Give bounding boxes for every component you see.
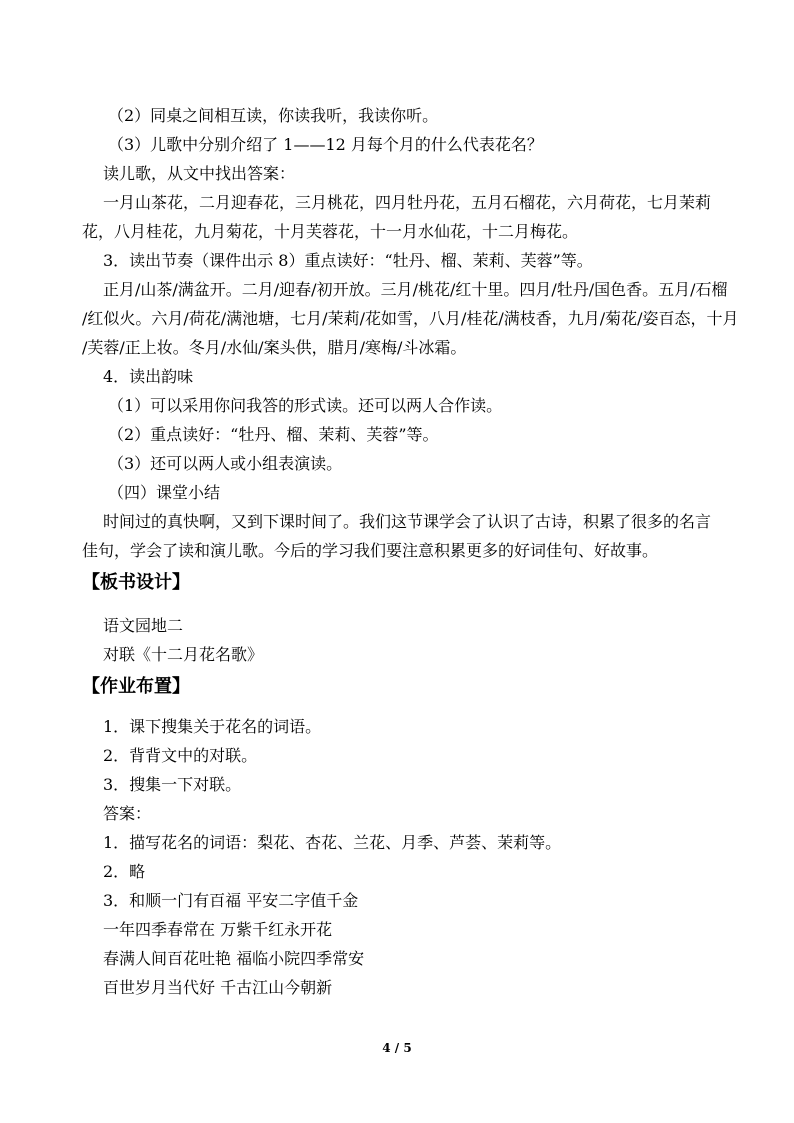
text-line: 2．略 [103, 862, 146, 881]
text-line: 百世岁月当代好 千古江山今朝新 [103, 978, 333, 997]
text-line: 3．搜集一下对联。 [103, 775, 242, 794]
text-line: 佳句，学会了读和演儿歌。今后的学习我们要注意积累更多的好词佳句、好故事。 [82, 541, 659, 560]
text-line: （2）重点读好：“牡丹、榴、茉莉、芙蓉”等。 [108, 425, 439, 444]
text-line: （3）儿歌中分别介绍了 1——12 月每个月的什么代表花名？ [108, 135, 543, 154]
text-line: 一月山茶花，二月迎春花，三月桃花，四月牡丹花，五月石榴花，六月荷花，七月茉莉 [103, 193, 712, 212]
text-line: 答案： [103, 804, 152, 823]
text-line: （1）可以采用你问我答的形式读。还可以两人合作读。 [108, 396, 503, 415]
text-line: 3．读出节奏（课件出示 8）重点读好：“牡丹、榴、茉莉、芙蓉”等。 [103, 251, 593, 270]
text-line: 时间过的真快啊，又到下课时间了。我们这节课学会了认识了古诗，积累了很多的名言 [103, 512, 712, 531]
text-line: 花，八月桂花，九月菊花，十月芙蓉花，十一月水仙花，十二月梅花。 [82, 222, 579, 241]
text-line: 3．和顺一门有百福 平安二字值千金 [103, 891, 359, 910]
text-line: 1．课下搜集关于花名的词语。 [103, 717, 322, 736]
text-line: 对联《十二月花名歌》 [103, 645, 264, 664]
text-line: 4．读出韵味 [103, 367, 194, 386]
text-line: 读儿歌，从文中找出答案： [103, 164, 296, 183]
section-heading-board: 【板书设计】 [82, 572, 190, 593]
text-line: （3）还可以两人或小组表演读。 [108, 454, 343, 473]
text-line: /红似火。六月/荷花/满池塘，七月/茉莉/花如雪，八月/桂花/满枝香，九月/菊花/姿百态，十月 [82, 309, 739, 328]
text-line: （四）课堂小结 [108, 483, 221, 502]
text-line: 2．背背文中的对联。 [103, 746, 258, 765]
text-line: （2）同桌之间相互读，你读我听，我读你听。 [108, 106, 439, 125]
text-line: 语文园地二 [103, 616, 184, 635]
text-line: /芙蓉/正上妆。冬月/水仙/案头供，腊月/寒梅/斗冰霜。 [82, 338, 467, 357]
text-line: 一年四季春常在 万紫千红永开花 [103, 920, 333, 939]
text-line: 正月/山茶/满盆开。二月/迎春/初开放。三月/桃花/红十里。四月/牡丹/国色香。五月/石榴 [103, 280, 728, 299]
text-line: 春满人间百花吐艳 福临小院四季常安 [103, 949, 365, 968]
text-line: 1．描写花名的词语：梨花、杏花、兰花、月季、芦荟、茉莉等。 [103, 833, 562, 852]
page-number: 4 / 5 [382, 1041, 412, 1055]
section-heading-homework: 【作业布置】 [82, 676, 190, 697]
